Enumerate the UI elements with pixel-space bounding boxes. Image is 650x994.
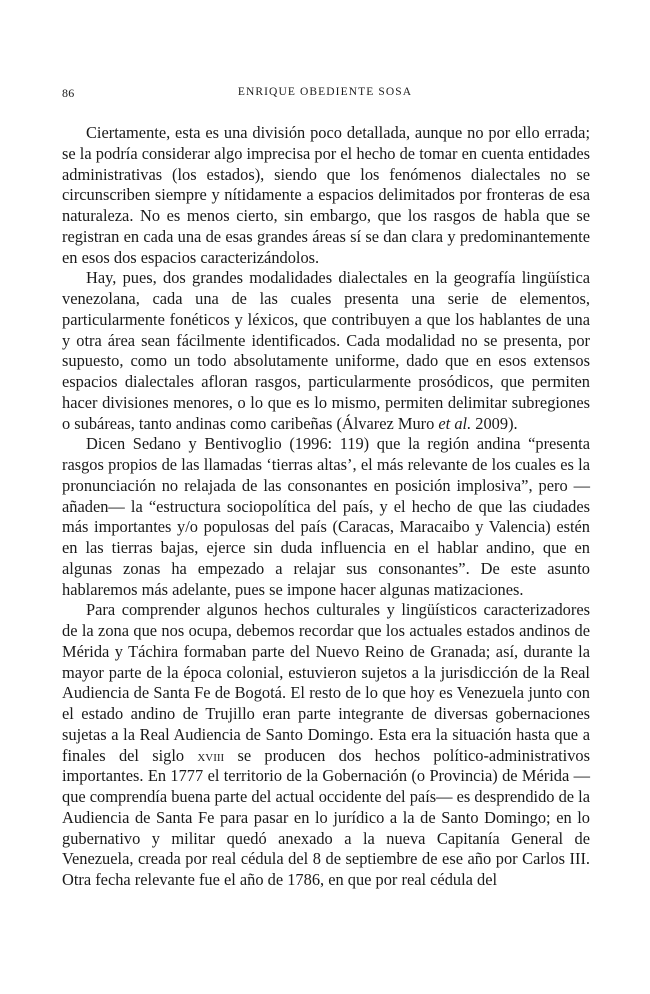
citation-year: 2009).: [471, 413, 518, 433]
page-number: 86: [62, 86, 75, 100]
paragraph-1: Ciertamente, esta es una división poco detallada, aunque no por ello errada; se la podría considerar algo imprecisa por el hecho de tomar en cuenta entidades administrativas (los estados), siendo que los fenómenos dialectales no se circunscriben siempre y nítidamente a espacios delimitados por fronteras de esa naturaleza. No es menos cierto, sin embargo, que los rasgos de habla que se registran en cada una de esas grandes áreas sí se dan clara y predominantemente en esos dos espacios caracterizándolos.: [62, 123, 590, 267]
paragraph-3: Dicen Sedano y Bentivoglio (1996: 119) que la región andina “presenta rasgos propios de las llamadas ‘tierras altas’, el más relevante de los cuales es la pronunciación no relajada de las consonantes en posición implosiva”, pero —añaden— la “estructura sociopolítica del país, y el hecho de que las ciudades más importantes y/o populosas del país (Caracas, Maracaibo y Valencia) estén en las tierras bajas, ejerce sin duda influencia en el hablar andino, que en algunas zonas ha empezado a relajar sus consonantes”. De este asunto hablaremos más adelante, pues se impone hacer algunas matizaciones.: [62, 434, 590, 599]
running-head: ENRIQUE OBEDIENTE SOSA: [237, 86, 413, 98]
paragraph-4-text: Para comprender algunos hechos culturales y lingüísticos caracterizadores de la zona que nos ocupa, debemos recordar que los actuales estados andinos de Mérida y Táchira formaban parte del Nuevo Reino de Granada; así, durante la mayor parte de la época colonial, estuvieron sujetos a la jurisdicción de la Real Audiencia de Santa Fe de Bogotá. El resto de lo que hoy es Venezuela junto con el estado andino de Trujillo eran parte integrante de diversas gobernaciones sujetas a la Real Audiencia de Santo Domingo. Esta era la situación hasta que a finales del siglo: [62, 600, 590, 765]
paragraph-4-text-end: se producen dos hechos político-administrativos importantes. En 1777 el territorio de la Gobernación (o Provincia) de Mérida —que comprendía buena parte del actual occidente del país— es desprendido de la Audiencia de Santa Fe para pasar en lo jurídico a la de Santo Domingo; en lo gubernativo y militar quedó anexado a la nueva Capitanía General de Venezuela, creada por real cédula del 8 de septiembre de ese año por Carlos III. Otra fecha relevante fue el año de 1786, en que por real cédula del: [62, 745, 590, 889]
paragraph-2: [62, 268, 590, 434]
century-numeral: xviii: [197, 745, 225, 765]
paragraph-2-text: Hay, pues, dos grandes modalidades dialectales en la geografía lingüística venezolana, cada una de las cuales presenta una serie de elementos, particularmente fonéticos y léxicos, que contribuyen a que los hablantes de una y otra área sean fácilmente identificados. Cada modalidad no se presenta, por supuesto, como un todo absolutamente uniforme, dado que en esos extensos espacios dialectales afloran rasgos, particularmente prosódicos, que permiten hacer divisiones menores, o lo que es lo mismo, permiten delimitar subregiones o subáreas, tanto andinas como caribeñas (Álvarez Muro: [62, 268, 590, 433]
citation-et-al: et al.: [438, 413, 472, 433]
body-text: [62, 123, 590, 891]
paragraph-4: [62, 600, 590, 891]
